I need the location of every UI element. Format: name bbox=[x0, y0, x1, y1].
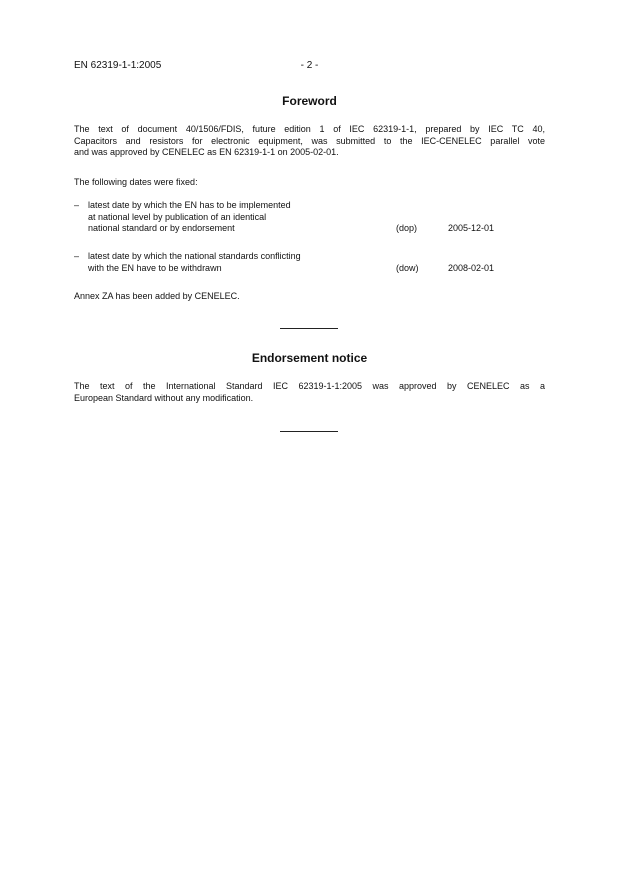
annex-note-line: Annex ZA has been added by CENELEC. bbox=[74, 291, 240, 301]
section-divider bbox=[280, 328, 338, 329]
endorsement-paragraph bbox=[74, 381, 545, 404]
foreword-intro-line: The text of document 40/1506/FDIS, future edition 1 of IEC 62319-1-1, prepared by IEC TC 40, bbox=[74, 124, 545, 134]
endorsement-line: European Standard without any modification. bbox=[74, 392, 254, 403]
date-code-dow: (dow) bbox=[396, 262, 419, 273]
date-item-line: with the EN have to be withdrawn bbox=[88, 262, 222, 273]
date-item-line: latest date by which the national standards conflicting bbox=[88, 251, 301, 261]
document-identifier: EN 62319-1-1:2005 bbox=[74, 60, 162, 71]
foreword-intro-line: and was approved by CENELEC as EN 62319-1-1 on 2005-02-01. bbox=[74, 147, 339, 157]
date-item-description bbox=[88, 200, 388, 235]
date-code-dop: (dop) bbox=[396, 223, 418, 233]
list-dash: – bbox=[74, 200, 80, 210]
date-item-dop bbox=[74, 200, 545, 236]
date-item-dow bbox=[74, 251, 545, 275]
date-value-dop: 2005-12-01 bbox=[448, 223, 495, 233]
section-divider bbox=[280, 431, 338, 432]
date-item-line: at national level by publication of an identical bbox=[88, 211, 267, 222]
annex-note bbox=[74, 291, 545, 303]
page-number: - 2 - bbox=[300, 60, 319, 71]
date-value-dow: 2008-02-01 bbox=[448, 262, 495, 273]
foreword-intro-line: Capacitors and resistors for electronic equipment, was submitted to the IEC-CENELEC parallel vote bbox=[74, 135, 545, 146]
date-item-description bbox=[88, 251, 388, 274]
date-item-line: national standard or by endorsement bbox=[88, 223, 235, 233]
dates-intro-line: The following dates were fixed: bbox=[74, 177, 198, 187]
endorsement-heading: Endorsement notice bbox=[251, 351, 368, 365]
foreword-intro-paragraph bbox=[74, 124, 545, 159]
dates-intro-text bbox=[74, 177, 545, 189]
date-item-line: latest date by which the EN has to be implemented bbox=[88, 200, 291, 210]
endorsement-line: The text of the International Standard IEC 62319-1-1:2005 was approved by CENELEC as a bbox=[74, 381, 545, 391]
foreword-heading: Foreword bbox=[282, 94, 337, 108]
list-dash: – bbox=[74, 251, 80, 261]
